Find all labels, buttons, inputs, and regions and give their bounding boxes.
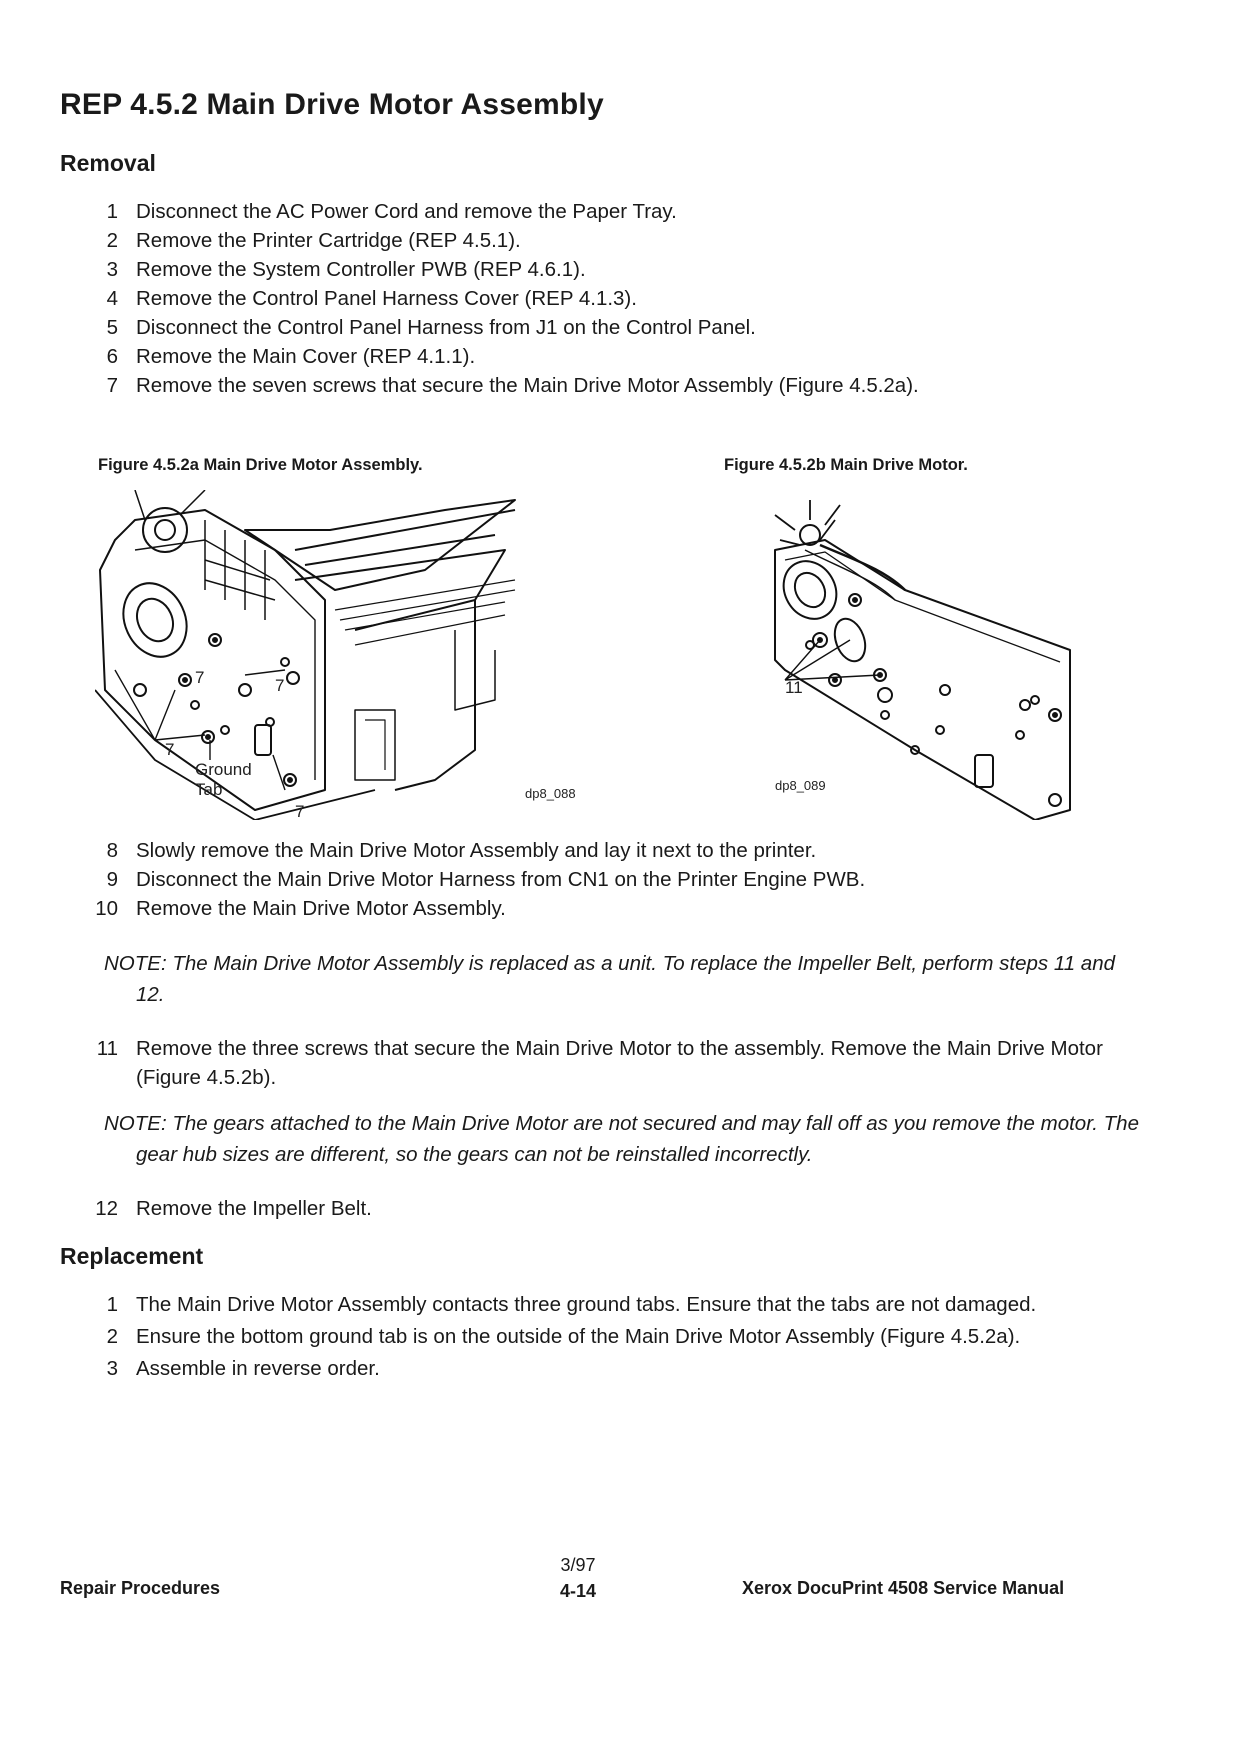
list-item: 2 Remove the Printer Cartridge (REP 4.5.1). bbox=[106, 229, 521, 252]
figure-a-drawing bbox=[95, 490, 535, 820]
list-item: 3 Remove the System Controller PWB (REP 4.6.1). bbox=[106, 258, 586, 281]
figure-b-code: dp8_089 bbox=[775, 778, 826, 793]
list-item: 7 Remove the seven screws that secure the Main Drive Motor Assembly (Figure 4.5.2a). bbox=[106, 374, 919, 397]
list-item: 8 Slowly remove the Main Drive Motor Assembly and lay it next to the printer. bbox=[106, 839, 817, 862]
figure-a-label-7-left: 7 bbox=[165, 740, 175, 759]
list-item: 11 Remove the three screws that secure the Main Drive Motor to the assembly. Remove the Main Drive Motor (Figure 4.5.2b). bbox=[96, 1037, 1103, 1089]
figure-a-illustration bbox=[95, 490, 576, 821]
removal-steps-b bbox=[0, 836, 1116, 923]
footer-date: 3/97 bbox=[560, 1555, 596, 1575]
list-item: 4 Remove the Control Panel Harness Cover (REP 4.1.3). bbox=[106, 287, 637, 310]
figure-a-label-7-bottom: 7 bbox=[295, 802, 305, 821]
replacement-heading: Replacement bbox=[60, 1243, 204, 1269]
figure-a-code: dp8_088 bbox=[525, 786, 576, 801]
figure-a-label-7-top: 7 bbox=[195, 668, 205, 687]
figure-b-label-11: 11 bbox=[785, 678, 803, 697]
footer-center bbox=[560, 1552, 596, 1604]
figure-a-label-tab: Tab bbox=[195, 780, 223, 799]
footer-section: Repair Procedures bbox=[60, 1578, 221, 1598]
note-impeller-belt: NOTE: The Main Drive Motor Assembly is replaced as a unit. To replace the Impeller Belt, perform steps 11 and 12. bbox=[104, 952, 1116, 1006]
figure-b-illustration bbox=[765, 500, 1085, 820]
removal-steps-d bbox=[0, 1194, 1116, 1223]
figure-a-label-ground: Ground bbox=[195, 760, 252, 779]
footer-manual-title: Xerox DocuPrint 4508 Service Manual bbox=[742, 1578, 1065, 1598]
list-item: 2 Ensure the bottom ground tab is on the outside of the Main Drive Motor Assembly (Figure 4.5.2a). bbox=[106, 1325, 1021, 1348]
figure-a-label-7-mid: 7 bbox=[275, 676, 285, 695]
page-title: REP 4.5.2 Main Drive Motor Assembly bbox=[60, 88, 604, 121]
list-item: 1 Disconnect the AC Power Cord and remove the Paper Tray. bbox=[106, 200, 677, 223]
removal-steps-a bbox=[0, 197, 1116, 400]
list-item: 1 The Main Drive Motor Assembly contacts three ground tabs. Ensure that the tabs are not damaged. bbox=[106, 1293, 1037, 1316]
figure-b-caption: Figure 4.5.2b Main Drive Motor. bbox=[724, 456, 968, 474]
list-item: 10 Remove the Main Drive Motor Assembly. bbox=[95, 897, 506, 920]
list-item: 5 Disconnect the Control Panel Harness from J1 on the Control Panel. bbox=[106, 316, 756, 339]
list-item: 3 Assemble in reverse order. bbox=[106, 1357, 380, 1380]
list-item: 12 Remove the Impeller Belt. bbox=[95, 1197, 372, 1220]
replacement-steps bbox=[0, 1290, 1116, 1383]
figure-a-caption: Figure 4.5.2a Main Drive Motor Assembly. bbox=[98, 456, 423, 474]
removal-steps-c bbox=[0, 1034, 1116, 1092]
note-gears: NOTE: The gears attached to the Main Drive Motor are not secured and may fall off as you remove the motor. The gear hub sizes are different, so the gears can not be reinstalled incorrectly. bbox=[104, 1112, 1139, 1166]
figure-b-drawing bbox=[765, 500, 1085, 820]
removal-heading: Removal bbox=[60, 150, 156, 176]
footer-page-number: 4-14 bbox=[560, 1581, 597, 1601]
list-item: 6 Remove the Main Cover (REP 4.1.1). bbox=[106, 345, 476, 368]
list-item: 9 Disconnect the Main Drive Motor Harness from CN1 on the Printer Engine PWB. bbox=[106, 868, 866, 891]
